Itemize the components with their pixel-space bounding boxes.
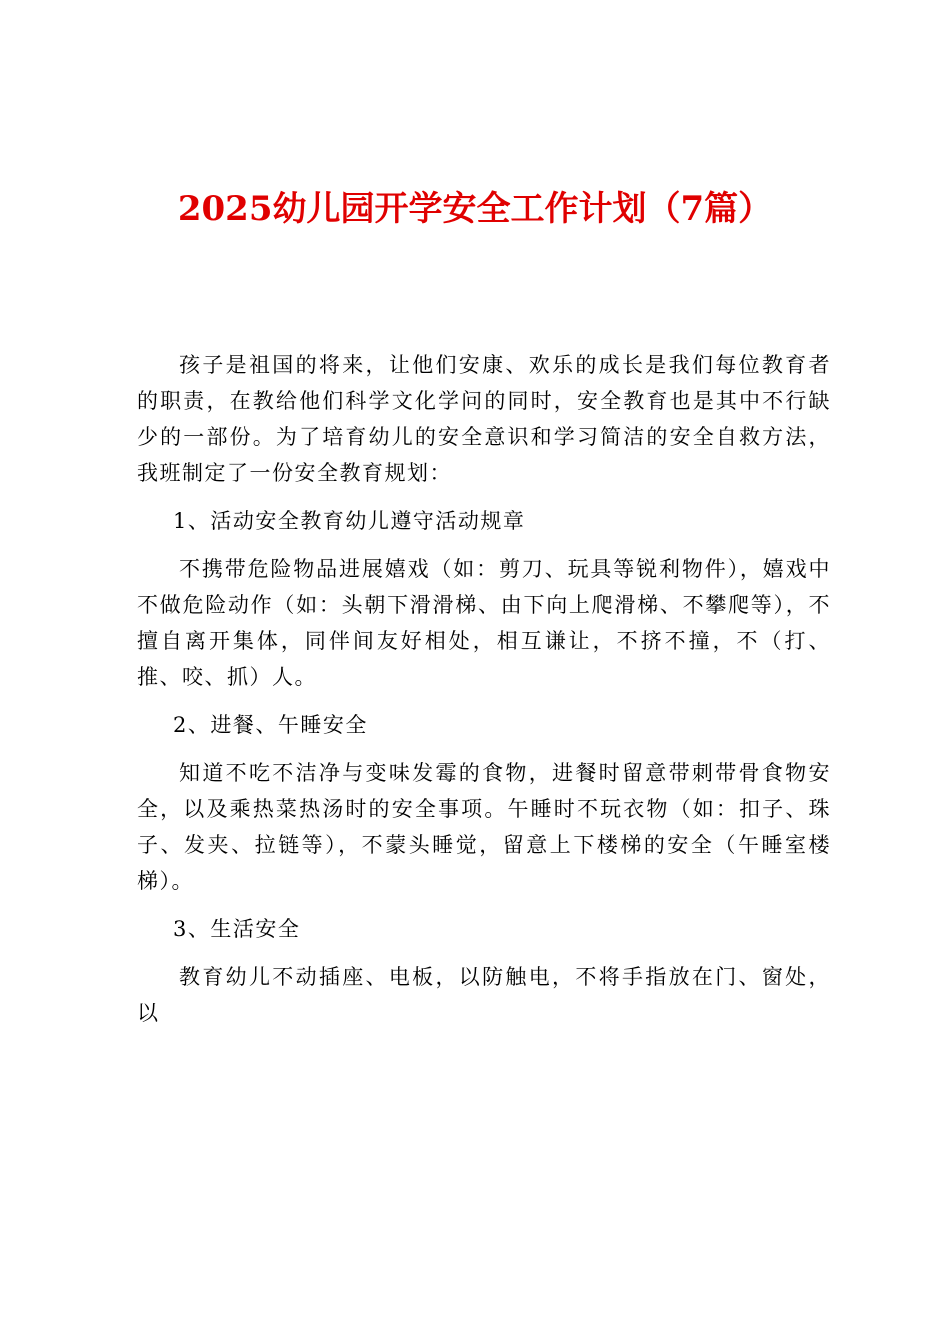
section-heading-life-safety: 3、生活安全 — [173, 917, 301, 941]
section-heading-meal-nap-safety: 2、进餐、午睡安全 — [173, 713, 368, 737]
section-heading-activity-safety: 1、活动安全教育幼儿遵守活动规章 — [173, 509, 526, 533]
paragraph-activity-safety: 不携带危险物品进展嬉戏（如：剪刀、玩具等锐利物件），嬉戏中不做危险动作（如：头朝下滑滑梯、由下向上爬滑梯、不攀爬等），不擅自离开集体，同伴间友好相处，相互谦让，不挤不撞，不（打、推、咬、抓）人。 — [137, 557, 831, 689]
document-title: 2025幼儿园开学安全工作计划（7篇） — [177, 189, 773, 229]
paragraph-intro: 孩子是祖国的将来，让他们安康、欢乐的成长是我们每位教育者的职责，在教给他们科学文化学问的同时，安全教育也是其中不行缺少的一部份。为了培育幼儿的安全意识和学习简洁的安全自救方法，我班制定了一份安全教育规划： — [137, 353, 831, 485]
paragraph-life-safety: 教育幼儿不动插座、电板，以防触电，不将手指放在门、窗处，以 — [137, 965, 831, 1025]
document-body — [137, 347, 831, 1031]
paragraph-meal-nap-safety: 知道不吃不洁净与变味发霉的食物，进餐时留意带刺带骨食物安全，以及乘热菜热汤时的安全事项。午睡时不玩衣物（如：扣子、珠子、发夹、拉链等），不蒙头睡觉，留意上下楼梯的安全（午睡室楼梯）。 — [137, 761, 831, 893]
